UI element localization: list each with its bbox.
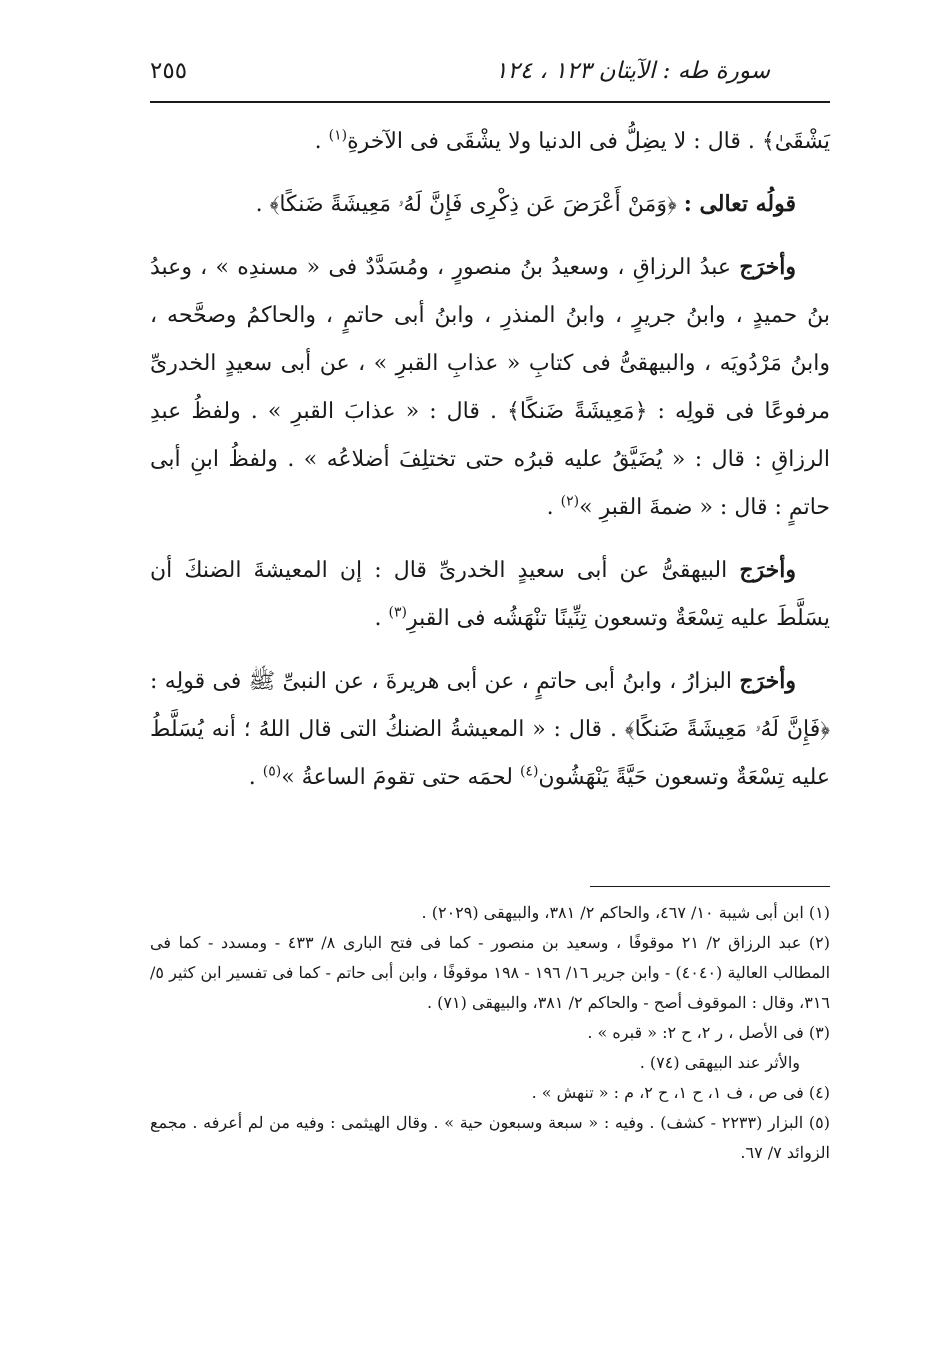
paragraph-4-lead: وأخرَج [739, 557, 796, 583]
paragraph-3-end: . [546, 495, 561, 520]
footnotes [150, 898, 830, 1168]
paragraph-1-text: يَشْقَىٰ﴾ . قال : لا يضِلُّ فى الدنيا ولا يشْقَى فى الآخرةِ [347, 129, 830, 154]
paragraph-1 [150, 118, 830, 166]
page-number: ٢٥٥ [150, 58, 188, 84]
paragraph-5-text-a: البزارُ ، وابنُ أبى حاتمٍ ، عن أبى هريرةَ ، عن النبىِّ ﷺ فى قولِه : ﴿فَإِنَّ لَهُۥ مَعِيشَةً ضَنكًا﴾ . قال : « المعيشةُ الضنكُ التى قال اللهُ ؛ أنه يُسَلَّطُ عليه تِسْعَةٌ وتسعون حَيَّةً يَنْهَشُون [150, 669, 830, 790]
main-text [150, 118, 830, 816]
footnote-ref-2: (٢) [560, 493, 580, 510]
footnote-5: (٥) البزار (٢٢٣٣ - كشف) . وفيه : « سبعة وسبعون حية » . وقال الهيثمى : وفيه من لم أعرفه . مجمع الزوائد ٧/ ٦٧. [150, 1113, 830, 1162]
footnote-2: (٢) عبد الرزاق ٢/ ٢١ موقوفًا ، وسعيد بن منصور - كما فى فتح البارى ٨/ ٤٣٣ - ومسدد - كما فى المطالب العالية (٤٠٤٠) - وابن جرير ١٦/ ١٩٦ - ١٩٨ موقوفًا ، وابن أبى حاتم - كما فى تفسير ابن كثير ٥/ ٣١٦، وقال : الموقوف أصح - والحاكم ٢/ ٣٨١، والبيهقى (٧١) . [150, 933, 831, 1012]
footnote-ref-4: (٤) [519, 763, 539, 780]
header-rule [150, 101, 830, 103]
footnote-rule [590, 886, 830, 887]
footnote-3-continuation: والأثر عند البيهقى (٧٤) . [639, 1053, 800, 1072]
paragraph-2-lead: قولُه تعالى : [683, 191, 796, 217]
paragraph-5-end: . [248, 765, 263, 790]
paragraph-2-text: ﴿وَمَنْ أَعْرَضَ عَن ذِكْرِى فَإِنَّ لَهُۥ مَعِيشَةً ضَنكًا﴾ . [255, 192, 684, 217]
paragraph-5-text-b: لحمَه حتى تقومَ الساعةُ » [281, 765, 520, 790]
footnote-4: (٤) فى ص ، ف ١، ح ١، ح ٢، م : « تنهش » . [531, 1083, 830, 1102]
paragraph-3-text: عبدُ الرزاقِ ، وسعيدُ بنُ منصورٍ ، ومُسَدَّدٌ فى « مسندِه » ، وعبدُ بنُ حميدٍ ، وابنُ جريرٍ ، وابنُ المنذرِ ، وابنُ أبى حاتمٍ ، والحاكمُ وصحَّحه ، وابنُ مَرْدُويَه ، والبيهقىُّ فى كتابِ « عذابِ القبرِ » ، عن أبى سعيدٍ الخدرىِّ مرفوعًا فى قولِه : ﴿مَعِيشَةً ضَنكًا﴾ . قال : « عذابَ القبرِ » . ولفظُ عبدِ الرزاقِ : قال : « يُضَيَّقُ عليه قبرُه حتى تختلِفَ أضلاعُه » . ولفظُ ابنِ أبى حاتمٍ : قال : « ضمةَ القبرِ » [150, 255, 830, 520]
paragraph-4 [150, 546, 830, 643]
footnote-ref-5: (٥) [262, 763, 282, 780]
paragraph-4-text: البيهقىُّ عن أبى سعيدٍ الخدرىِّ قال : إن المعيشةَ الضنكَ أن يسَلَّطَ عليه تِسْعَةٌ وتسعون تِنِّينًا تنْهَشُه فى القبرِ [150, 558, 830, 631]
footnote-3: (٣) فى الأصل ، ر ٢، ح ٢: « قبره » . [587, 1023, 830, 1042]
footnote-ref-3: (٣) [388, 604, 407, 621]
paragraph-4-end: . [374, 606, 389, 631]
running-title: سورة طه : الآيتان ١٢٣ ، ١٢٤ [495, 58, 770, 84]
page-header [150, 50, 830, 100]
paragraph-5-lead: وأخرَج [739, 668, 796, 694]
paragraph-3 [150, 243, 830, 532]
paragraph-2 [150, 180, 830, 229]
paragraph-5 [150, 657, 830, 802]
footnote-ref-1: (١) [328, 127, 348, 144]
paragraph-1-end: . [314, 129, 329, 154]
footnote-1: (١) ابن أبى شيبة ١٠/ ٤٦٧، والحاكم ٢/ ٣٨١، والبيهقى (٢٠٢٩) . [421, 903, 830, 922]
paragraph-3-lead: وأخرَج [739, 254, 796, 280]
